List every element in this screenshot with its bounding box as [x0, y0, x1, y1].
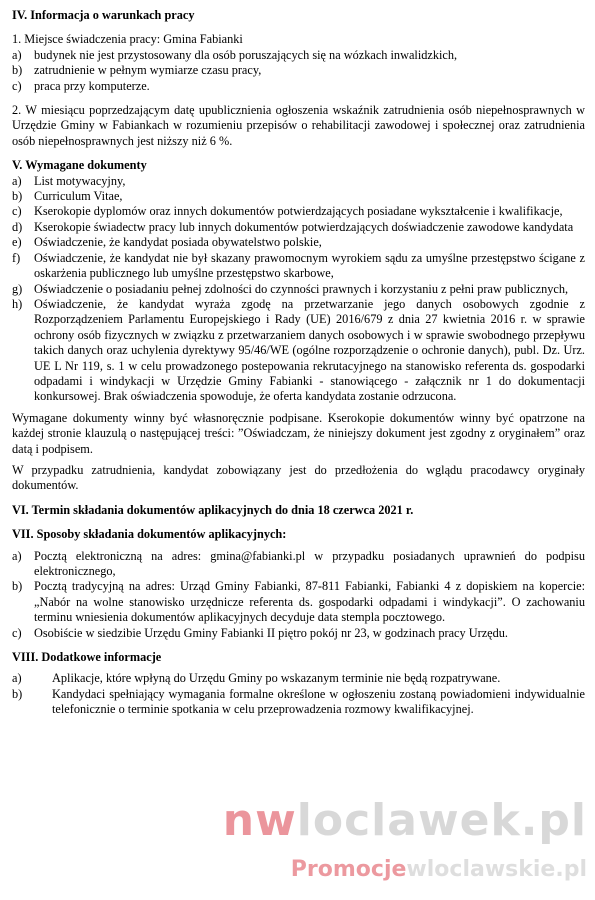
watermark-top: nwloclawek.pl [222, 795, 587, 846]
list-item: c) praca przy komputerze. [12, 78, 150, 93]
list-item: b) Kandydaci spełniający wymagania formalne określone w ogłoszeniu zostaną powiadomieni indywidualnie telefonicznie o terminie spotkania w celu przeprowadzenia rozmowy kwalifikacyjnej. [12, 686, 585, 717]
list-item: c) Kserokopie dyplomów oraz innych dokumentów potwierdzających posiadane wykształcenie i kwalifikacje, [12, 204, 563, 219]
section-6-heading: VI. Termin składania dokumentów aplikacyjnych do dnia 18 czerwca 2021 r. [12, 502, 414, 517]
list-item: d) Kserokopie świadectw pracy lub innych dokumentów potwierdzających doświadczenie zawodowe kandydata [12, 219, 574, 234]
document-page [12, 8, 585, 718]
required-documents-list [12, 174, 585, 405]
submission-methods-list [12, 549, 585, 641]
section-5-heading: V. Wymagane dokumenty [12, 158, 147, 173]
employment-rate-paragraph: 2. W miesiącu poprzedzającym datę upublicznienia ogłoszenia wskaźnik zatrudnienia osób niepełnosprawnych w Urzędzie Gminy w Fabiankach w rozumieniu przepisów o rehabilitacji zawodowej i społecznej oraz zatrudnienia osób niepełnosprawnych jest niższy niż 6 %. [12, 103, 585, 148]
list-item: a) List motywacyjny, [12, 173, 126, 188]
list-item: b) Pocztą tradycyjną na adres: Urząd Gminy Fabianki, 87-811 Fabianki, Fabianki 4 z dopiskiem na kopercie: „Nabór na wolne stanowisko urzędnicze referenta ds. gospodarki odpadami i windykacji”. O zachowaniu terminu wniesienia dokumentów aplikacyjnych decyduje data stempla pocztowego. [12, 579, 585, 625]
list-item: a) budynek nie jest przystosowany dla osób poruszających się na wózkach inwalidzkich, [12, 47, 458, 62]
list-item: h) Oświadczenie, że kandydat wyraża zgodę na przetwarzanie jego danych osobowych zgodnie z Rozporządzeniem Parlamentu Europejskiego i Rady (UE) 2016/679 z dnia 27 kwietnia 2016 r. w sprawie ochrony osób fizycznych w związku z przetwarzaniem danych osobowych i w sprawie swobodnego przepływu takich danych oraz uchylenia dyrektywy 95/46/WE (ogólne rozporządzenie o ochronie danych), publ. Dz. Urz. UE L Nr 119, s. 1 w celu prowadzonego postepowania rekrutacyjnego na stanowisko referenta ds. gospodarki odpadami i windykacji w Urzędzie Gminy Fabianki - stanowiącego - załącznik nr 1 do dokumentacji konkursowej. Brak oświadczenia spowoduje, że oferta kandydata zostanie odrzucona. [12, 296, 585, 404]
section-8-heading: VIII. Dodatkowe informacje [12, 650, 162, 665]
section-4-heading: IV. Informacja o warunkach pracy [12, 8, 195, 22]
list-item: c) Osobiście w siedzibie Urzędu Gminy Fabianki II piętro pokój nr 23, w godzinach pracy Urzędu. [12, 625, 508, 640]
workplace-paragraph: 1. Miejsce świadczenia pracy: Gmina Fabianki [12, 32, 243, 47]
watermark-bottom: Promocjewloclawskie.pl [290, 857, 587, 882]
list-item: a) Aplikacje, które wpłyną do Urzędu Gminy po wskazanym terminie nie będą rozpatrywane. [12, 671, 501, 686]
work-conditions-list [12, 48, 585, 94]
section-7-heading: VII. Sposoby składania dokumentów aplikacyjnych: [12, 527, 287, 542]
originals-paragraph: W przypadku zatrudnienia, kandydat zobowiązany jest do przedłożenia do wglądu pracodawcy oryginały dokumentów. [12, 462, 585, 493]
signature-requirement-paragraph: Wymagane dokumenty winny być własnoręcznie podpisane. Kserokopie dokumentów winny być opatrzone na każdej stronie klauzulą o następującej treści: ”Oświadczam, że niniejszy dokument jest zgodny z oryginałem” oraz datą i podpisem. [12, 410, 585, 456]
list-item: f) Oświadczenie, że kandydat nie był skazany prawomocnym wyrokiem sądu za umyślne przestępstwo ścigane z oskarżenia publicznego lub umyślne przestępstwo skarbowe, [12, 250, 585, 281]
additional-info-list [12, 671, 585, 717]
list-item: e) Oświadczenie, że kandydat posiada obywatelstwo polskie, [12, 235, 322, 250]
list-item: a) Pocztą elektroniczną na adres: gmina@fabianki.pl w przypadku posiadanych uprawnień do podpisu elektronicznego, [12, 548, 585, 578]
list-item: b) Curriculum Vitae, [12, 189, 123, 204]
list-item: g) Oświadczenie o posiadaniu pełnej zdolności do czynności prawnych i korzystaniu z pełni praw publicznych, [12, 281, 569, 296]
list-item: b) zatrudnienie w pełnym wymiarze czasu pracy, [12, 63, 262, 78]
